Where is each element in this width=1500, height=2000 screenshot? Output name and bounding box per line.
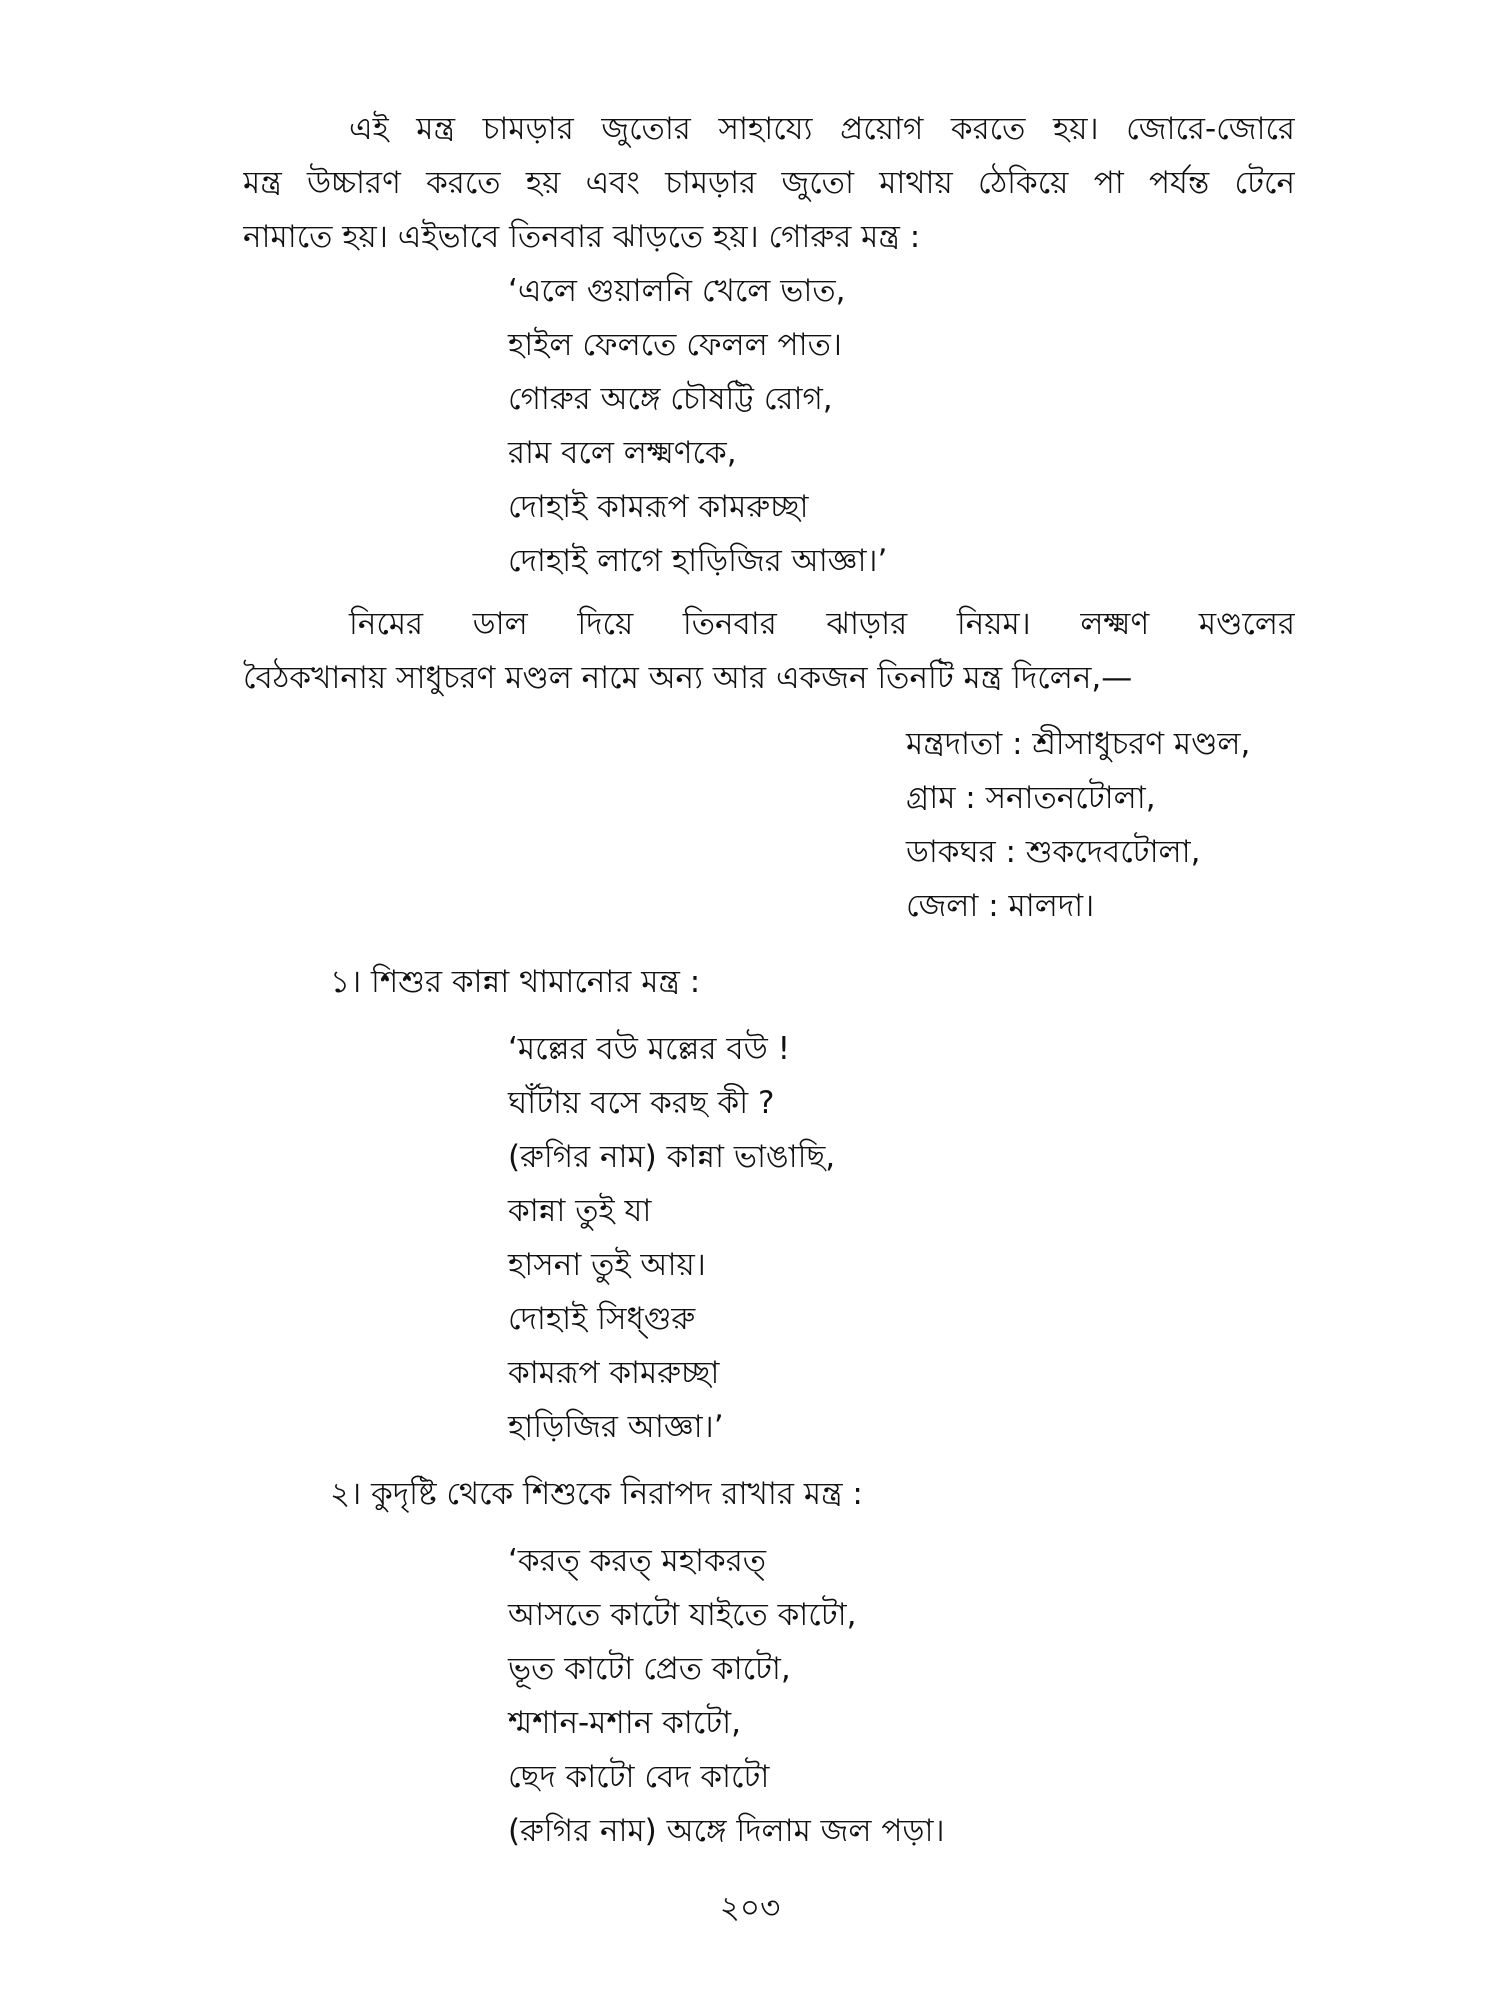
verse-line: ‘এলে গুয়ালনি খেলে ভাত, <box>508 273 846 309</box>
intro-line-3: নামাতে হয়। এইভাবে তিনবার ঝাড়তে হয়। গোরুর মন্ত্র : <box>243 219 921 255</box>
cow-mantra-verse <box>508 264 887 588</box>
verse-line: ‘করত্ করত্ মহাকরত্ <box>508 1543 767 1579</box>
intro-line-2: মন্ত্র উচ্চারণ করতে হয় এবং চামড়ার জুতো মাথায় ঠেকিয়ে পা পর্যন্ত টেনে <box>243 165 1295 201</box>
intro-paragraph <box>243 102 1295 264</box>
verse-line: হাড়িজির আজ্ঞা।’ <box>508 1409 724 1445</box>
second-para-line-1: নিমের ডাল দিয়ে তিনবার ঝাড়ার নিয়ম। লক্ষ্মণ মণ্ডলের <box>349 606 1295 642</box>
mantra-2-verse <box>508 1534 945 1858</box>
verse-line: (রুগির নাম) কান্না ভাঙাছি, <box>508 1139 836 1175</box>
verse-line: আসতে কাটো যাইতে কাটো, <box>508 1597 857 1633</box>
verse-line: রাম বলে লক্ষ্মণকে, <box>508 435 737 471</box>
informant-village: গ্রাম : সনাতনটোলা, <box>906 780 1156 816</box>
verse-line: দোহাই সিধ্গুরু <box>508 1301 696 1337</box>
mantra-1-verse <box>508 1022 835 1454</box>
verse-line: দোহাই কামরূপ কামরুচ্ছা <box>508 489 809 525</box>
informant-details <box>906 717 1250 933</box>
second-para-line-2: বৈঠকখানায় সাধুচরণ মণ্ডল নামে অন্য আর একজন তিনটি মন্ত্র দিলেন,— <box>243 660 1133 696</box>
verse-line: ‘মল্লের বউ মল্লের বউ ! <box>508 1031 791 1067</box>
mantra-2-heading: ২। কুদৃষ্টি থেকে শিশুকে নিরাপদ রাখার মন্ত্র : <box>330 1476 863 1512</box>
verse-line: ছেদ কাটো বেদ কাটো <box>508 1759 770 1795</box>
verse-line: ভূত কাটো প্রেত কাটো, <box>508 1651 791 1687</box>
verse-line: ঘাঁটায় বসে করছ কী ? <box>508 1085 775 1121</box>
verse-line: হাইল ফেলতে ফেলল পাত। <box>508 327 842 363</box>
second-paragraph <box>243 597 1295 705</box>
informant-district: জেলা : মালদা। <box>906 888 1095 924</box>
verse-line: (রুগির নাম) অঙ্গে দিলাম জল পড়া। <box>508 1813 945 1849</box>
verse-line: শ্মশান-মশান কাটো, <box>508 1705 741 1741</box>
page-number: ২০৩ <box>719 1890 781 1926</box>
verse-line: দোহাই লাগে হাড়িজির আজ্ঞা।’ <box>508 543 888 579</box>
verse-line: কামরূপ কামরুচ্ছা <box>508 1355 720 1391</box>
intro-line-1: এই মন্ত্র চামড়ার জুতোর সাহায্যে প্রয়োগ করতে হয়। জোরে-জোরে <box>349 111 1295 147</box>
informant-name: মন্ত্রদাতা : শ্রীসাধুচরণ মণ্ডল, <box>906 726 1251 762</box>
verse-line: হাসনা তুই আয়। <box>508 1247 706 1283</box>
verse-line: কান্না তুই যা <box>508 1193 652 1229</box>
mantra-1-heading: ১। শিশুর কান্না থামানোর মন্ত্র : <box>330 964 701 1000</box>
verse-line: গোরুর অঙ্গে চৌষট্টি রোগ, <box>508 381 833 417</box>
informant-post-office: ডাকঘর : শুকদেবটোলা, <box>906 834 1201 870</box>
